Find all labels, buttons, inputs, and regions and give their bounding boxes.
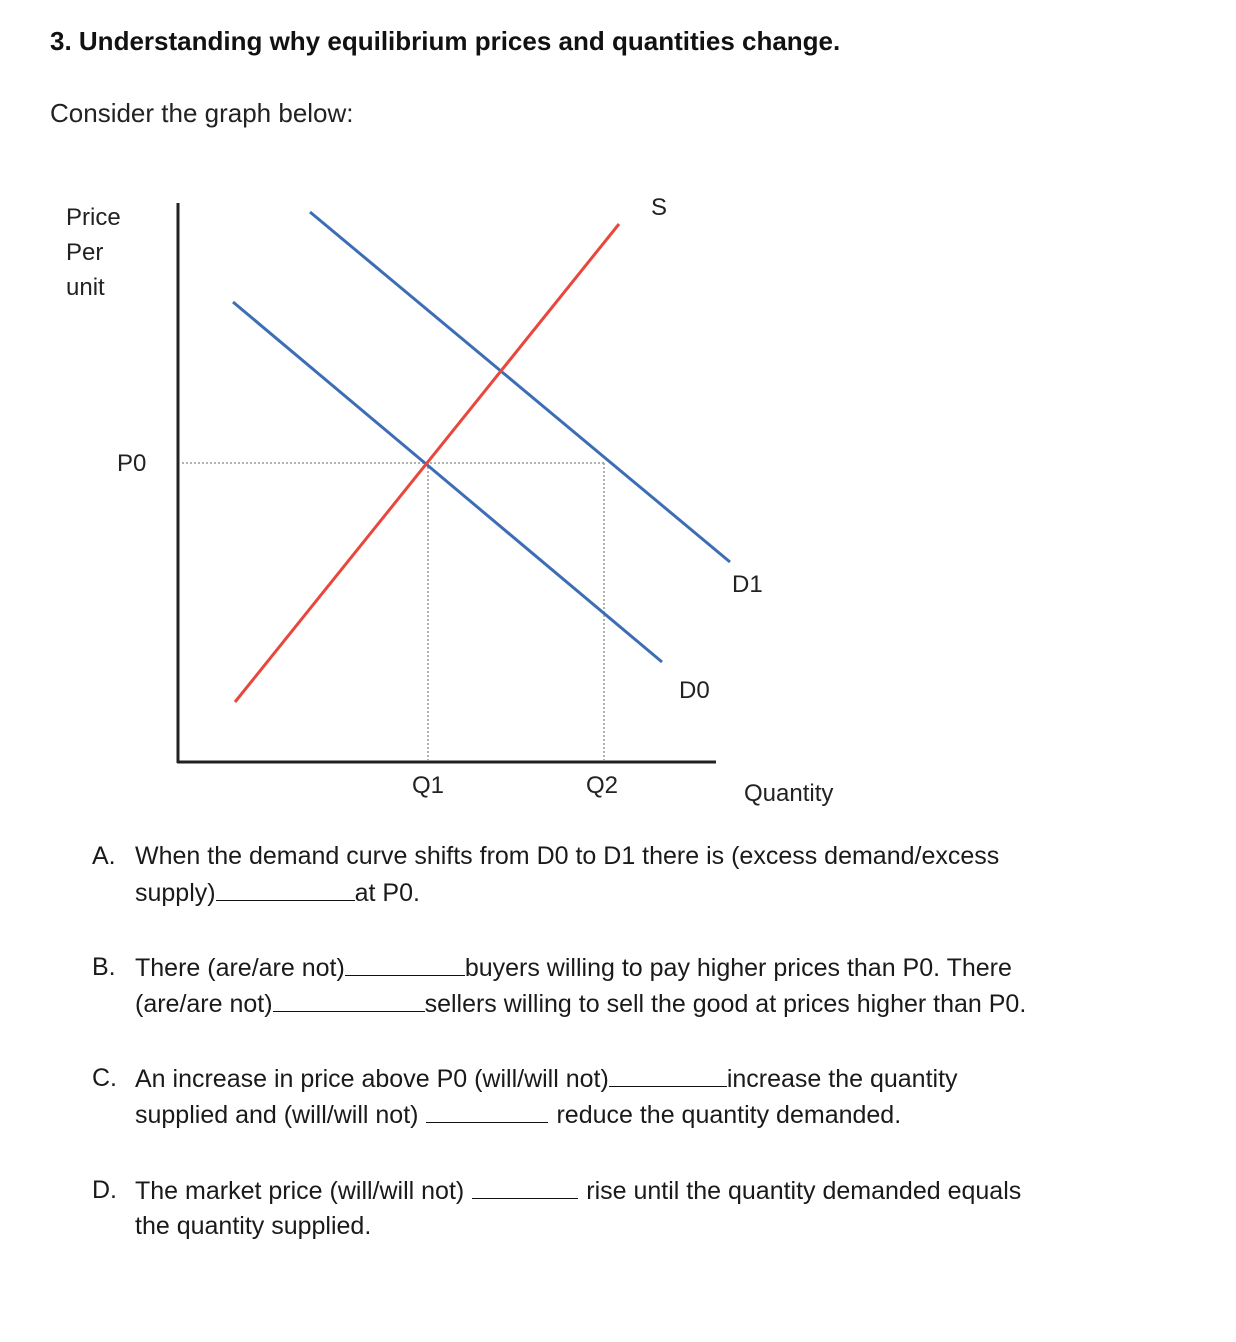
question-b-line2 — [135, 985, 1026, 1022]
question-c-line2 — [135, 1096, 901, 1133]
supply-label: S — [651, 194, 668, 221]
q2-label: Q2 — [586, 772, 619, 799]
question-d-answer-blank[interactable] — [472, 1172, 578, 1199]
question-a-text-part2: at P0. — [354, 879, 420, 907]
question-b-line1 — [135, 949, 1012, 986]
question-c-line1 — [135, 1060, 958, 1097]
question-d-letter: D. — [92, 1176, 117, 1204]
question-d-line1 — [135, 1172, 1021, 1209]
question-d-text-part2: rise until the quantity demanded equals — [586, 1177, 1022, 1205]
question-c-text-part3: supplied and (will/will not) — [135, 1101, 419, 1129]
x-axis-label: Quantity — [744, 780, 834, 807]
p0-label: P0 — [117, 450, 147, 477]
demand-curve-d0 — [233, 302, 662, 662]
supply-curve — [235, 224, 619, 702]
demand-curve-d1 — [310, 212, 730, 562]
question-b-answer-blank-2[interactable] — [273, 985, 425, 1012]
d1-label: D1 — [732, 571, 763, 598]
question-heading: 3. Understanding why equilibrium prices and quantities change. — [50, 26, 841, 56]
question-b-letter: B. — [92, 953, 116, 981]
question-c-text-part2: increase the quantity — [726, 1065, 958, 1093]
question-d-line2: the quantity supplied. — [135, 1212, 372, 1240]
question-b-text-part2: buyers willing to pay higher prices than P0. There — [464, 954, 1012, 982]
d0-label: D0 — [679, 677, 710, 704]
question-d-text-part1: The market price (will/will not) — [135, 1177, 465, 1205]
y-axis-label-line2: Per — [66, 239, 104, 266]
y-axis-label-line3: unit — [66, 274, 105, 301]
question-a-letter: A. — [92, 842, 116, 870]
question-c-answer-blank-1[interactable] — [609, 1060, 727, 1087]
question-b-text-part1: There (are/are not) — [135, 954, 345, 982]
intro-text: Consider the graph below: — [50, 98, 354, 128]
question-c-text-part1: An increase in price above P0 (will/will not) — [135, 1065, 609, 1093]
y-axis-label-line1: Price — [66, 204, 121, 231]
question-c-text-part4: reduce the quantity demanded. — [556, 1101, 902, 1129]
question-b-text-part3: (are/are not) — [135, 990, 273, 1018]
q1-label: Q1 — [412, 772, 445, 799]
question-b-text-part4: sellers willing to sell the good at prices higher than P0. — [424, 990, 1027, 1018]
question-b-answer-blank-1[interactable] — [345, 949, 465, 976]
question-c-answer-blank-2[interactable] — [426, 1096, 548, 1123]
question-a-line2 — [135, 874, 420, 911]
question-a-text-part1: supply) — [135, 879, 216, 907]
question-c-letter: C. — [92, 1064, 117, 1092]
question-a-answer-blank[interactable] — [216, 874, 355, 901]
question-a-line1: When the demand curve shifts from D0 to D1 there is (excess demand/excess — [135, 842, 1000, 870]
